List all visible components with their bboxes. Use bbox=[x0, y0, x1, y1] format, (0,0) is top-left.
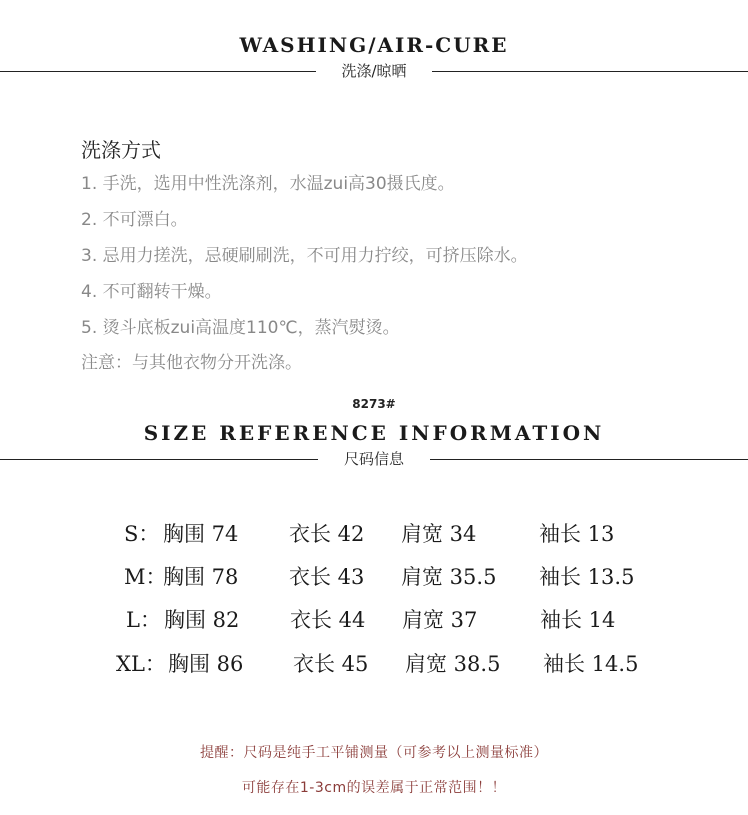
washing-note: 注意：与其他衣物分开洗涤。 bbox=[81, 353, 302, 373]
washing-item-3: 3. 忌用力搓洗，忌硬刷刷洗，不可用力拧绞，可挤压除水。 bbox=[81, 246, 528, 266]
washing-heading: 洗涤方式 bbox=[81, 138, 161, 162]
size-label: L： bbox=[126, 608, 161, 632]
size-row-xl bbox=[0, 648, 748, 678]
washing-item-2: 2. 不可漂白。 bbox=[81, 210, 188, 230]
washing-item-5: 5. 烫斗底板zui高温度110℃，蒸汽熨烫。 bbox=[81, 318, 400, 338]
sleeve-value: 袖长 14.5 bbox=[543, 652, 639, 676]
washing-subtitle: 洗涤/晾晒 bbox=[341, 62, 407, 80]
washing-title: WASHING/AIR-CURE bbox=[239, 33, 509, 57]
length-value: 衣长 43 bbox=[289, 565, 365, 589]
washing-divider-left bbox=[0, 71, 316, 72]
tolerance-note: 可能存在1-3cm的误差属于正常范围！！ bbox=[241, 780, 507, 796]
washing-divider-right bbox=[432, 71, 748, 72]
size-row-m bbox=[0, 561, 748, 591]
size-label: S： bbox=[124, 522, 160, 546]
chest-value: 胸围 82 bbox=[164, 608, 240, 632]
length-value: 衣长 44 bbox=[290, 608, 366, 632]
shoulder-value: 肩宽 34 bbox=[401, 522, 477, 546]
size-label: M： bbox=[124, 565, 167, 589]
size-row-s bbox=[0, 518, 748, 548]
measurement-note: 提醒：尺码是纯手工平铺测量（可参考以上测量标准） bbox=[200, 745, 548, 761]
shoulder-value: 肩宽 38.5 bbox=[405, 652, 501, 676]
size-divider-right bbox=[430, 459, 748, 460]
shoulder-value: 肩宽 37 bbox=[402, 608, 478, 632]
size-title: SIZE REFERENCE INFORMATION bbox=[143, 421, 605, 445]
sleeve-value: 袖长 13.5 bbox=[539, 565, 635, 589]
size-subtitle: 尺码信息 bbox=[343, 450, 404, 468]
chest-value: 胸围 86 bbox=[168, 652, 244, 676]
size-divider-left bbox=[0, 459, 318, 460]
length-value: 衣长 45 bbox=[293, 652, 369, 676]
washing-item-4: 4. 不可翻转干燥。 bbox=[81, 282, 222, 302]
length-value: 衣长 42 bbox=[289, 522, 365, 546]
washing-item-1: 1. 手洗，选用中性洗涤剂，水温zui高30摄氏度。 bbox=[81, 174, 455, 194]
shoulder-value: 肩宽 35.5 bbox=[401, 565, 497, 589]
chest-value: 胸围 74 bbox=[163, 522, 239, 546]
product-code: 8273# bbox=[352, 397, 396, 411]
size-row-l bbox=[0, 604, 748, 634]
sleeve-value: 袖长 14 bbox=[540, 608, 616, 632]
size-label: XL： bbox=[116, 652, 166, 676]
sleeve-value: 袖长 13 bbox=[539, 522, 615, 546]
chest-value: 胸围 78 bbox=[163, 565, 239, 589]
